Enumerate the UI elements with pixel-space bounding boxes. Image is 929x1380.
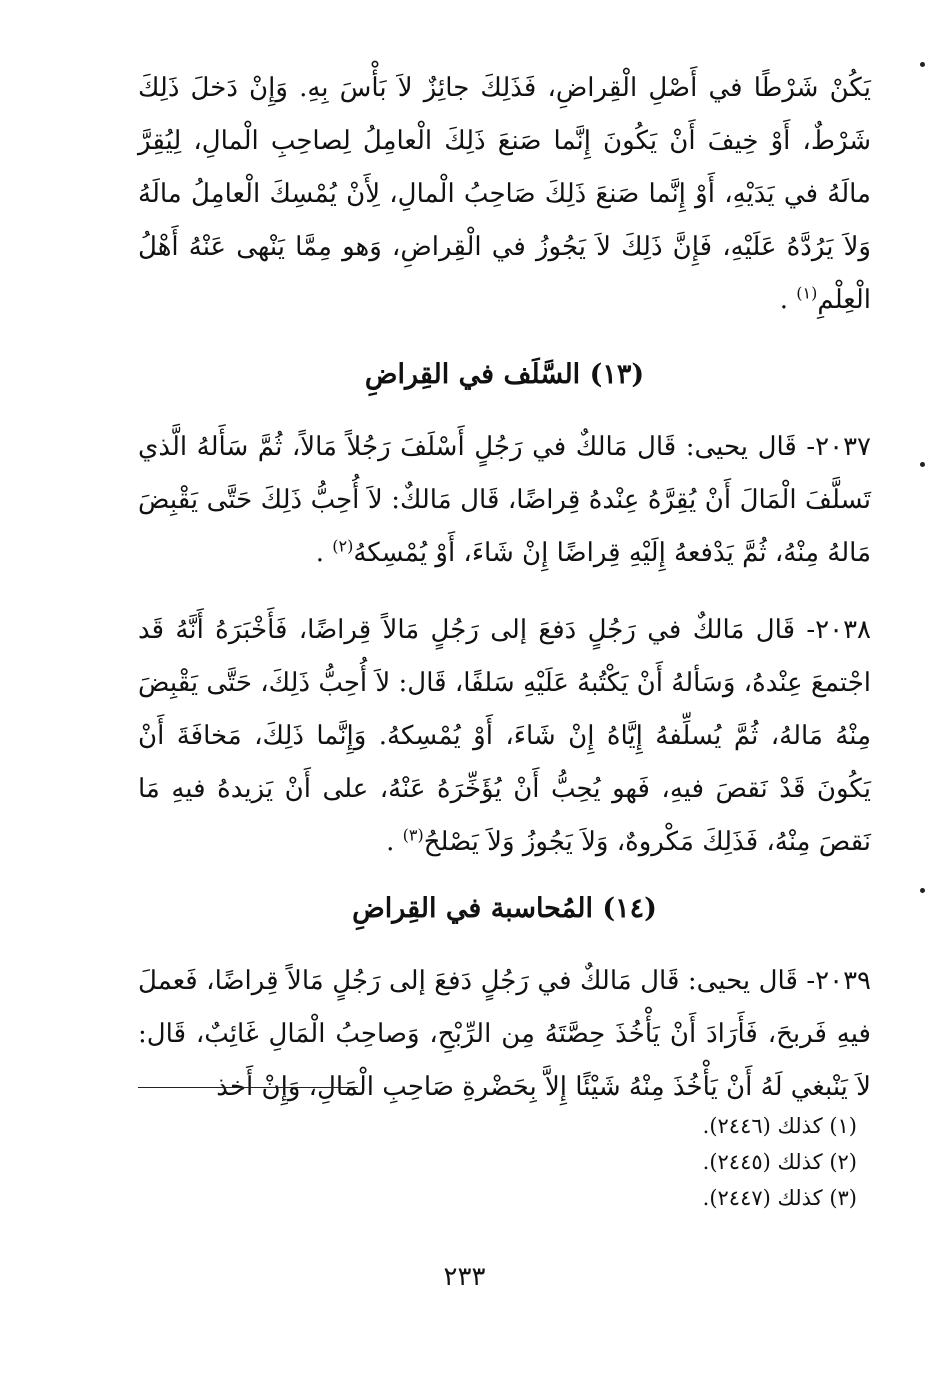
paragraph-continued [138,62,871,327]
footnote-ref-3: (٣) [402,825,424,845]
section-heading-13: (١٣) السَّلَف في القِراضِ [364,359,645,390]
paragraph-2039 [138,955,871,1114]
margin-dot-mark [920,888,925,893]
footnote-2: (٢) كذلك (٢٤٤٥). [702,1150,857,1174]
page-body [138,62,871,1114]
page-number: ٢٣٣ [443,1262,486,1292]
footnotes [703,1108,857,1216]
paragraph-text: ٢٠٣٨- قَال مَالكٌ في رَجُلٍ دَفعَ إلى رَجُلٍ مَالاً قِراضًا، فَأَخْبَرَهُ أَنَّهُ قَد اجْتمعَ عِنْدهُ، وَسَألهُ أَنْ يَكْتُبهُ عَلَيْهِ سَلفًا، قَال: لاَ أُحِبُّ ذَلِكَ، حَتَّى يَقْبِضَ مِنْهُ مَالهُ، ثُمَّ يُسلِّفهُ إِيَّاهُ إِنْ شَاءَ، أَوْ يُمْسِكهُ. وَإِنَّما ذَلِكَ، مَخافَةَ أَنْ يَكُونَ قَدْ نَقصَ فيهِ، فَهو يُحِبُّ أَنْ يُؤَخِّرَهُ عَنْهُ، على أَنْ يَزيدهُ فيهِ مَا نَقصَ مِنْهُ، فَذَلِكَ مَكْروهٌ، وَلاَ يَجُوزُ وَلاَ يَصْلحُ [138,615,871,857]
paragraph-2038 [138,604,871,869]
paragraph-end: . [315,538,333,568]
paragraph-text: ٢٠٣٩- قَال يحيى: قَال مَالكٌ في رَجُلٍ دَفعَ إلى رَجُلٍ مَالاً قِراضًا، فَعملَ فيهِ فَربحَ، فَأَرَادَ أَنْ يَأْخُذَ حِصَّتَهُ مِن الرِّبْحِ، وَصاحِبُ الْمَالِ غَائِبٌ، قَال: لاَ يَنْبغي لَهُ أَنْ يَأْخُذَ مِنْهُ شَيْئًا إِلاَّ بِحَضْرةِ صَاحِبِ الْمَالِ، وَإِنْ أَخذ [138,966,871,1102]
paragraph-text: يَكُنْ شَرْطًا في أَصْلِ الْقِراضِ، فَذَلِكَ جائِزٌ لاَ بَأْسَ بِهِ. وَإِنْ دَخلَ ذَلِكَ شَرْطٌ، أَوْ خِيفَ أَنْ يَكُونَ إِنَّما صَنعَ ذَلِكَ الْعامِلُ لِصاحِبِ الْمالِ، لِيُقِرَّ مالَهُ في يَدَيْهِ، أَوْ إِنَّما صَنعَ ذَلِكَ صَاحِبُ الْمالِ، لِأَنْ يُمْسِكَ الْعامِلُ مالَهُ وَلاَ يَرُدَّهُ عَلَيْهِ، فَإِنَّ ذَلِكَ لاَ يَجُوزُ في الْقِراضِ، وَهو مِمَّا يَنْهى عَنْهُ أَهْلُ الْعِلْمِ [138,73,871,315]
paragraph-end: . [779,285,797,315]
footnote-ref-2: (٢) [332,536,354,556]
footnote-separator [138,1087,358,1088]
paragraph-2037 [138,421,871,580]
paragraph-text: ٢٠٣٧- قَال يحيى: قَال مَالكٌ في رَجُلٍ أَسْلَفَ رَجُلاً مَالاً، ثُمَّ سَأَلهُ الَّذي تَسلَّفَ الْمَالَ أَنْ يُقِرَّهُ عِنْدهُ قِراضًا، قَال مَالكٌ: لاَ أُحِبُّ ذَلِكَ حَتَّى يَقْبِضَ مَالهُ مِنْهُ، ثُمَّ يَدْفعهُ إِلَيْهِ قِراضًا إِنْ شَاءَ، أَوْ يُمْسِكهُ [138,432,871,568]
footnote-ref-1: (١) [796,283,818,303]
margin-dot-mark [920,462,925,467]
margin-dot-mark [920,62,925,67]
footnote-3: (٣) كذلك (٢٤٤٧). [702,1186,857,1210]
footnote-1: (١) كذلك (٢٤٤٦). [702,1114,857,1138]
section-heading-14: (١٤) المُحاسبة في القِراضِ [352,893,657,924]
paragraph-end: . [386,827,403,857]
